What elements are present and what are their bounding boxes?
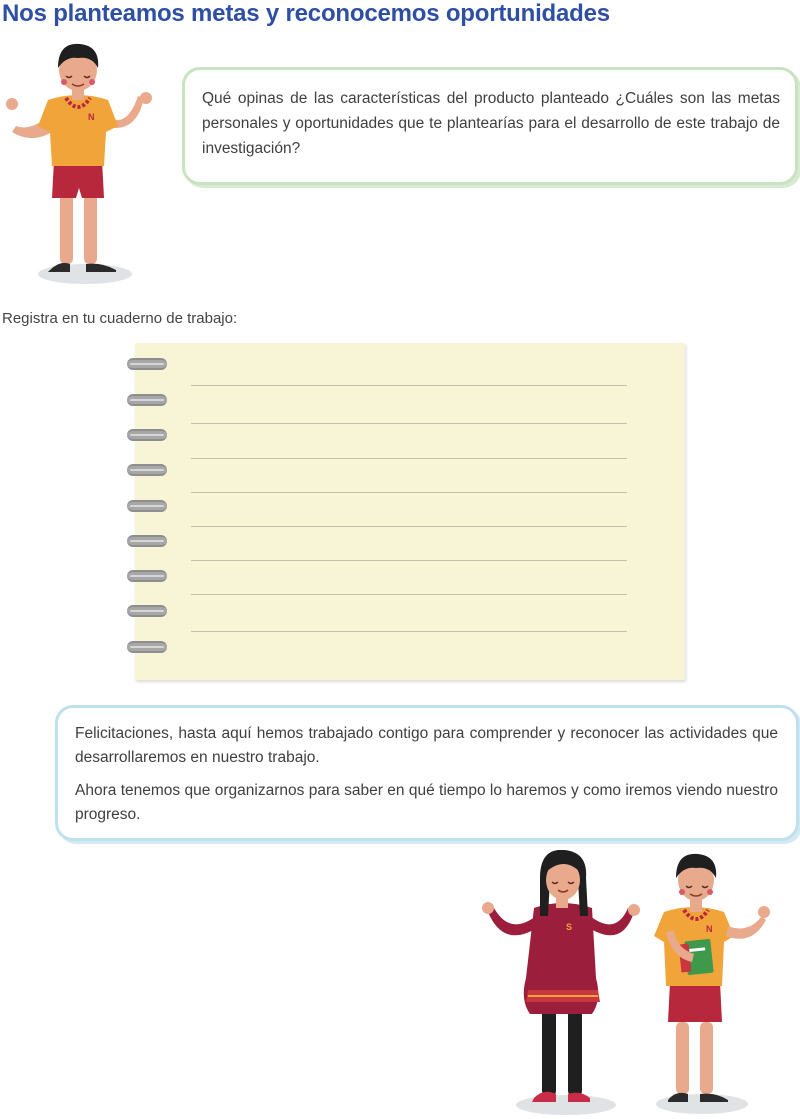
question-speech-bubble [182,67,798,185]
spiral-ring [127,464,167,476]
question-text: Qué opinas de las características del producto planteado ¿Cuáles son las metas personales y oportunidades que te plantearías para el desarrollo de este trabajo de investigación? [202,90,780,157]
notebook-paper [135,343,685,680]
notebook-line [191,423,627,424]
girl-character-illustration [478,850,648,1119]
instruction-text: Registra en tu cuaderno de trabajo: [2,310,238,327]
closing-speech-bubble [55,705,799,841]
notebook-line [191,492,627,493]
boy2-shirt-letter: N [706,924,713,934]
notebook-line [191,631,627,632]
boy-character-illustration [0,42,160,287]
notebook-line [191,458,627,459]
notebook-line [191,385,627,386]
spiral-ring [127,605,167,617]
notebook-line [191,560,627,561]
closing-paragraph-1: Felicitaciones, hasta aquí hemos trabajado contigo para comprender y reconocer las actividades que desarrollaremos en nuestro trabajo. [75,725,778,766]
spiral-ring [127,358,167,370]
boy-shirt-letter: N [88,112,95,122]
girl-shirt-letter: S [566,922,573,932]
spiral-ring [127,429,167,441]
spiral-ring [127,500,167,512]
boy-with-book-illustration [650,852,780,1119]
notebook-line [191,594,627,595]
spiral-ring [127,394,167,406]
spiral-ring [127,535,167,547]
page-title: Nos planteamos metas y reconocemos oportunidades [2,0,610,27]
spiral-ring [127,641,167,653]
notebook-line [191,526,627,527]
spiral-ring [127,570,167,582]
closing-paragraph-2: Ahora tenemos que organizarnos para saber en qué tiempo lo haremos y como iremos viendo nuestro progreso. [75,782,778,823]
